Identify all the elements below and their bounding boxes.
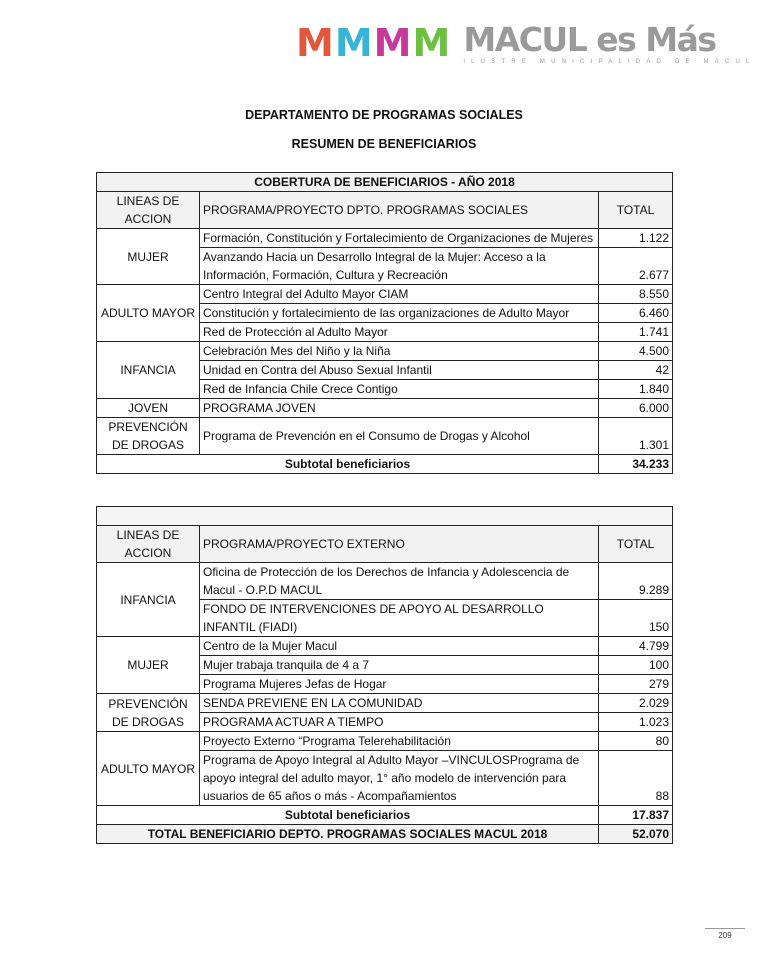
line-of-action: ADULTO MAYOR [97,285,200,342]
external-programs-table [96,506,673,844]
macul-logo [296,22,756,68]
program-total: 150 [599,600,673,637]
line-of-action: MUJER [97,637,200,694]
line-of-action: PREVENCIÓN DE DROGAS [97,418,200,455]
table-row [97,732,673,751]
header-total: TOTAL [599,192,673,229]
program-name: Mujer trabaja tranquila de 4 a 7 [200,656,599,675]
subtotal-row [97,806,673,825]
program-name: Constitución y fortalecimiento de las organizaciones de Adulto Mayor [200,304,599,323]
program-total: 4.500 [599,342,673,361]
program-name: Proyecto Externo “Programa Telerehabilitación [200,732,599,751]
program-total: 2.029 [599,694,673,713]
line-of-action: MUJER [97,229,200,285]
program-name: Avanzando Hacia un Desarrollo Integral de la Mujer: Acceso a la Información, Formación, Cultura y Recreación [200,248,599,285]
program-name: PROGRAMA JOVEN [200,399,599,418]
program-total: 1.023 [599,713,673,732]
department-title: DEPARTAMENTO DE PROGRAMAS SOCIALES [245,108,523,122]
program-name: Programa de Apoyo Integral al Adulto Mayor –VINCULOSPrograma de apoyo integral del adulto mayor, 1° año modelo de intervención para usuarios de 65 años o más - Acompañamientos [200,751,599,806]
program-name: FONDO DE INTERVENCIONES DE APOYO AL DESARROLLO INFANTIL (FIADI) [200,600,599,637]
header-program: PROGRAMA/PROYECTO EXTERNO [200,526,599,563]
subtotal-label: Subtotal beneficiarios [97,455,599,474]
program-name: Centro Integral del Adulto Mayor CIAM [200,285,599,304]
program-total: 80 [599,732,673,751]
header-program: PROGRAMA/PROYECTO DPTO. PROGRAMAS SOCIALES [200,192,599,229]
program-total: 8.550 [599,285,673,304]
program-name: Red de Infancia Chile Crece Contigo [200,380,599,399]
program-total: 6.000 [599,399,673,418]
program-name: Formación, Constitución y Fortalecimiento de Organizaciones de Mujeres [200,229,599,248]
table-header-row [97,526,673,563]
header-total: TOTAL [599,526,673,563]
table-header-row [97,192,673,229]
program-name: Unidad en Contra del Abuso Sexual Infantil [200,361,599,380]
header-line-of-action: LINEAS DE ACCION [97,526,200,563]
brand-subtitle: ILUSTRE MUNICIPALIDAD DE MACUL [463,59,756,65]
table-row [97,229,673,248]
logo-letter: M [373,21,411,65]
program-total: 1.741 [599,323,673,342]
program-name: Centro de la Mujer Macul [200,637,599,656]
table-row [97,418,673,455]
program-total: 6.460 [599,304,673,323]
logo-letter: M [334,21,372,65]
table-row [97,399,673,418]
internal-programs-table [96,172,673,474]
program-total: 42 [599,361,673,380]
program-name: Programa de Prevención en el Consumo de Drogas y Alcohol [200,418,599,455]
line-of-action: ADULTO MAYOR [97,732,200,806]
spacer-cell [97,507,673,526]
subtotal-value: 17.837 [599,806,673,825]
summary-title: RESUMEN DE BENEFICIARIOS [291,137,477,151]
header-line-of-action: LINEAS DE ACCION [97,192,200,229]
subtotal-value: 34.233 [599,455,673,474]
program-total: 1.840 [599,380,673,399]
page-number: 209 [705,928,745,940]
table-caption-row [97,173,673,192]
line-of-action: JOVEN [97,399,200,418]
program-total: 4.799 [599,637,673,656]
program-name: Red de Protección al Adulto Mayor [200,323,599,342]
brand-name: MACUL es Más [463,20,716,59]
program-total: 279 [599,675,673,694]
logo-letter: M [412,21,450,65]
table-row [97,342,673,361]
program-name: PROGRAMA ACTUAR A TIEMPO [200,713,599,732]
program-name: Celebración Mes del Niño y la Niña [200,342,599,361]
spacer-row [97,507,673,526]
program-name: Oficina de Protección de los Derechos de Infancia y Adolescencia de Macul - O.P.D MACUL [200,563,599,600]
program-total: 1.301 [599,418,673,455]
program-name: Programa Mujeres Jefas de Hogar [200,675,599,694]
program-total: 9.289 [599,563,673,600]
line-of-action: PREVENCIÓN DE DROGAS [97,694,200,732]
line-of-action: INFANCIA [97,563,200,637]
line-of-action: INFANCIA [97,342,200,399]
subtotal-row [97,455,673,474]
table-row [97,563,673,600]
program-name: SENDA PREVIENE EN LA COMUNIDAD [200,694,599,713]
grand-total-label: TOTAL BENEFICIARIO DEPTO. PROGRAMAS SOCIALES MACUL 2018 [97,825,599,844]
mmmm-logo-mark [296,21,450,65]
table-caption: COBERTURA DE BENEFICIARIOS - AÑO 2018 [97,173,673,192]
program-total: 88 [599,751,673,806]
subtotal-label: Subtotal beneficiarios [97,806,599,825]
grand-total-value: 52.070 [599,825,673,844]
table-row [97,637,673,656]
program-total: 100 [599,656,673,675]
table-row [97,285,673,304]
program-total: 1.122 [599,229,673,248]
grand-total-row [97,825,673,844]
table-row [97,694,673,713]
program-total: 2.677 [599,248,673,285]
logo-letter: M [296,21,333,65]
